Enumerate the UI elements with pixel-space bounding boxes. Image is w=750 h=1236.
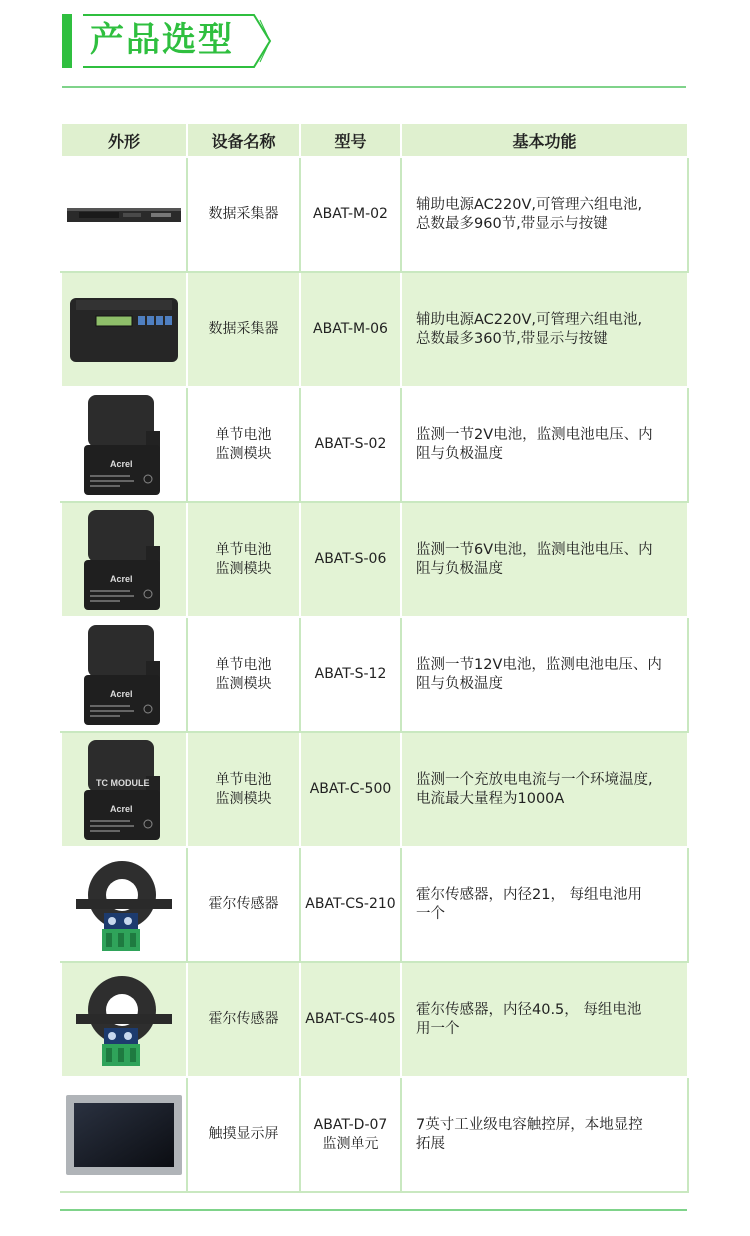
device-name-cell-line: 数据采集器 (208, 206, 279, 222)
model-cell-line: ABAT-S-12 (314, 666, 387, 682)
function-cell-line: 阻与负极温度 (416, 560, 503, 577)
function-cell-line: 总数最多360节,带显示与按键 (416, 330, 608, 347)
device-name-cell (187, 387, 300, 502)
function-cell-line: 电流最大量程为1000A (416, 790, 565, 807)
product-image-cell (61, 732, 187, 847)
brand-label: Acrel (110, 688, 133, 699)
device-name-cell-line: 单节电池 (215, 771, 272, 788)
function-cell-line: 阻与负极温度 (416, 445, 503, 462)
table-bottom-rule (60, 1209, 687, 1211)
device-name-cell (187, 502, 300, 617)
column-header: 基本功能 (401, 123, 688, 157)
product-image-cell (61, 962, 187, 1077)
title-box (82, 14, 270, 66)
product-image (62, 391, 186, 499)
function-cell (401, 617, 688, 732)
function-cell (401, 387, 688, 502)
brand-label: Acrel (110, 573, 133, 584)
function-cell-line: 监测一个充放电电流与一个环境温度, (416, 771, 653, 788)
device-name-cell (187, 272, 300, 387)
product-image (62, 970, 186, 1070)
table-row (61, 272, 688, 387)
product-image (62, 200, 186, 230)
product-image (62, 736, 186, 844)
function-cell-line: 辅助电源AC220V,可管理六组电池, (416, 196, 643, 213)
function-cell (401, 502, 688, 617)
device-name-cell-line: 霍尔传感器 (208, 896, 279, 912)
model-cell-line: ABAT-CS-405 (305, 1011, 396, 1027)
function-cell-line: 辅助电源AC220V,可管理六组电池, (416, 311, 643, 328)
function-cell-line: 霍尔传感器，内径40.5， 每组电池 (416, 1001, 642, 1018)
product-image (62, 1091, 186, 1179)
device-name-cell (187, 157, 300, 272)
function-cell-line: 监测一节6V电池，监测电池电压、内 (416, 541, 653, 558)
product-image (62, 621, 186, 729)
function-cell (401, 847, 688, 962)
device-name-cell-line: 触摸显示屏 (208, 1126, 279, 1142)
function-cell (401, 1077, 688, 1192)
product-image-cell (61, 272, 187, 387)
model-cell-line: ABAT-S-02 (314, 436, 387, 452)
title-accent-bar (62, 14, 72, 68)
model-cell (300, 1077, 401, 1192)
function-cell (401, 732, 688, 847)
device-name-cell (187, 962, 300, 1077)
device-name-cell (187, 1077, 300, 1192)
table-row (61, 1077, 688, 1192)
device-name-cell (187, 847, 300, 962)
brand-label: Acrel (110, 458, 133, 469)
model-cell (300, 387, 401, 502)
table-row (61, 502, 688, 617)
title-divider (62, 86, 686, 88)
product-image-cell (61, 847, 187, 962)
brand-label: Acrel (110, 803, 133, 814)
page-title: 产品选型 (90, 20, 234, 60)
model-cell (300, 732, 401, 847)
product-image (62, 855, 186, 955)
device-name-cell-line: 监测模块 (215, 675, 272, 692)
model-cell (300, 617, 401, 732)
table-header-row (61, 123, 688, 157)
model-cell-line: ABAT-C-500 (309, 781, 392, 797)
table-row (61, 847, 688, 962)
model-cell (300, 962, 401, 1077)
function-cell-line: 7英寸工业级电容触控屏，本地显控 (416, 1116, 643, 1133)
product-selection-table (60, 122, 689, 1193)
model-cell-line: 监测单元 (322, 1135, 379, 1152)
product-image-cell (61, 157, 187, 272)
device-name-cell-line: 单节电池 (215, 541, 272, 558)
product-image (62, 294, 186, 366)
table-row (61, 387, 688, 502)
model-cell-line: ABAT-CS-210 (305, 896, 396, 912)
table-row (61, 157, 688, 272)
function-cell (401, 157, 688, 272)
function-cell-line: 用一个 (416, 1020, 460, 1037)
model-cell-line: ABAT-M-06 (313, 321, 388, 337)
product-image-cell (61, 387, 187, 502)
table-row (61, 732, 688, 847)
device-name-cell-line: 霍尔传感器 (208, 1011, 279, 1027)
table-row (61, 617, 688, 732)
function-cell-line: 霍尔传感器，内径21， 每组电池用 (416, 886, 643, 903)
model-cell-line: ABAT-S-06 (314, 551, 387, 567)
device-name-cell (187, 732, 300, 847)
device-name-cell-line: 监测模块 (215, 445, 272, 462)
device-name-cell-line: 监测模块 (215, 790, 272, 807)
product-image (62, 506, 186, 614)
product-image-cell (61, 617, 187, 732)
device-name-cell (187, 617, 300, 732)
column-header: 型号 (300, 123, 401, 157)
device-name-cell-line: 监测模块 (215, 560, 272, 577)
model-cell (300, 157, 401, 272)
function-cell-line: 一个 (416, 905, 445, 922)
function-cell-line: 拓展 (416, 1135, 445, 1152)
function-cell-line: 总数最多960节,带显示与按键 (416, 215, 608, 232)
model-cell (300, 502, 401, 617)
model-cell-line: ABAT-D-07 (313, 1116, 388, 1133)
device-name-cell-line: 单节电池 (215, 656, 272, 673)
device-name-cell-line: 单节电池 (215, 426, 272, 443)
product-image-cell (61, 1077, 187, 1192)
function-cell (401, 962, 688, 1077)
tc-module-label: TC MODULE (96, 777, 150, 788)
table-row (61, 962, 688, 1077)
model-cell (300, 272, 401, 387)
column-header: 外形 (61, 123, 187, 157)
function-cell-line: 阻与负极温度 (416, 675, 503, 692)
function-cell-line: 监测一节12V电池，监测电池电压、内 (416, 656, 662, 673)
device-name-cell-line: 数据采集器 (208, 321, 279, 337)
function-cell (401, 272, 688, 387)
model-cell-line: ABAT-M-02 (313, 206, 388, 222)
product-image-cell (61, 502, 187, 617)
column-header: 设备名称 (187, 123, 300, 157)
function-cell-line: 监测一节2V电池，监测电池电压、内 (416, 426, 653, 443)
model-cell (300, 847, 401, 962)
